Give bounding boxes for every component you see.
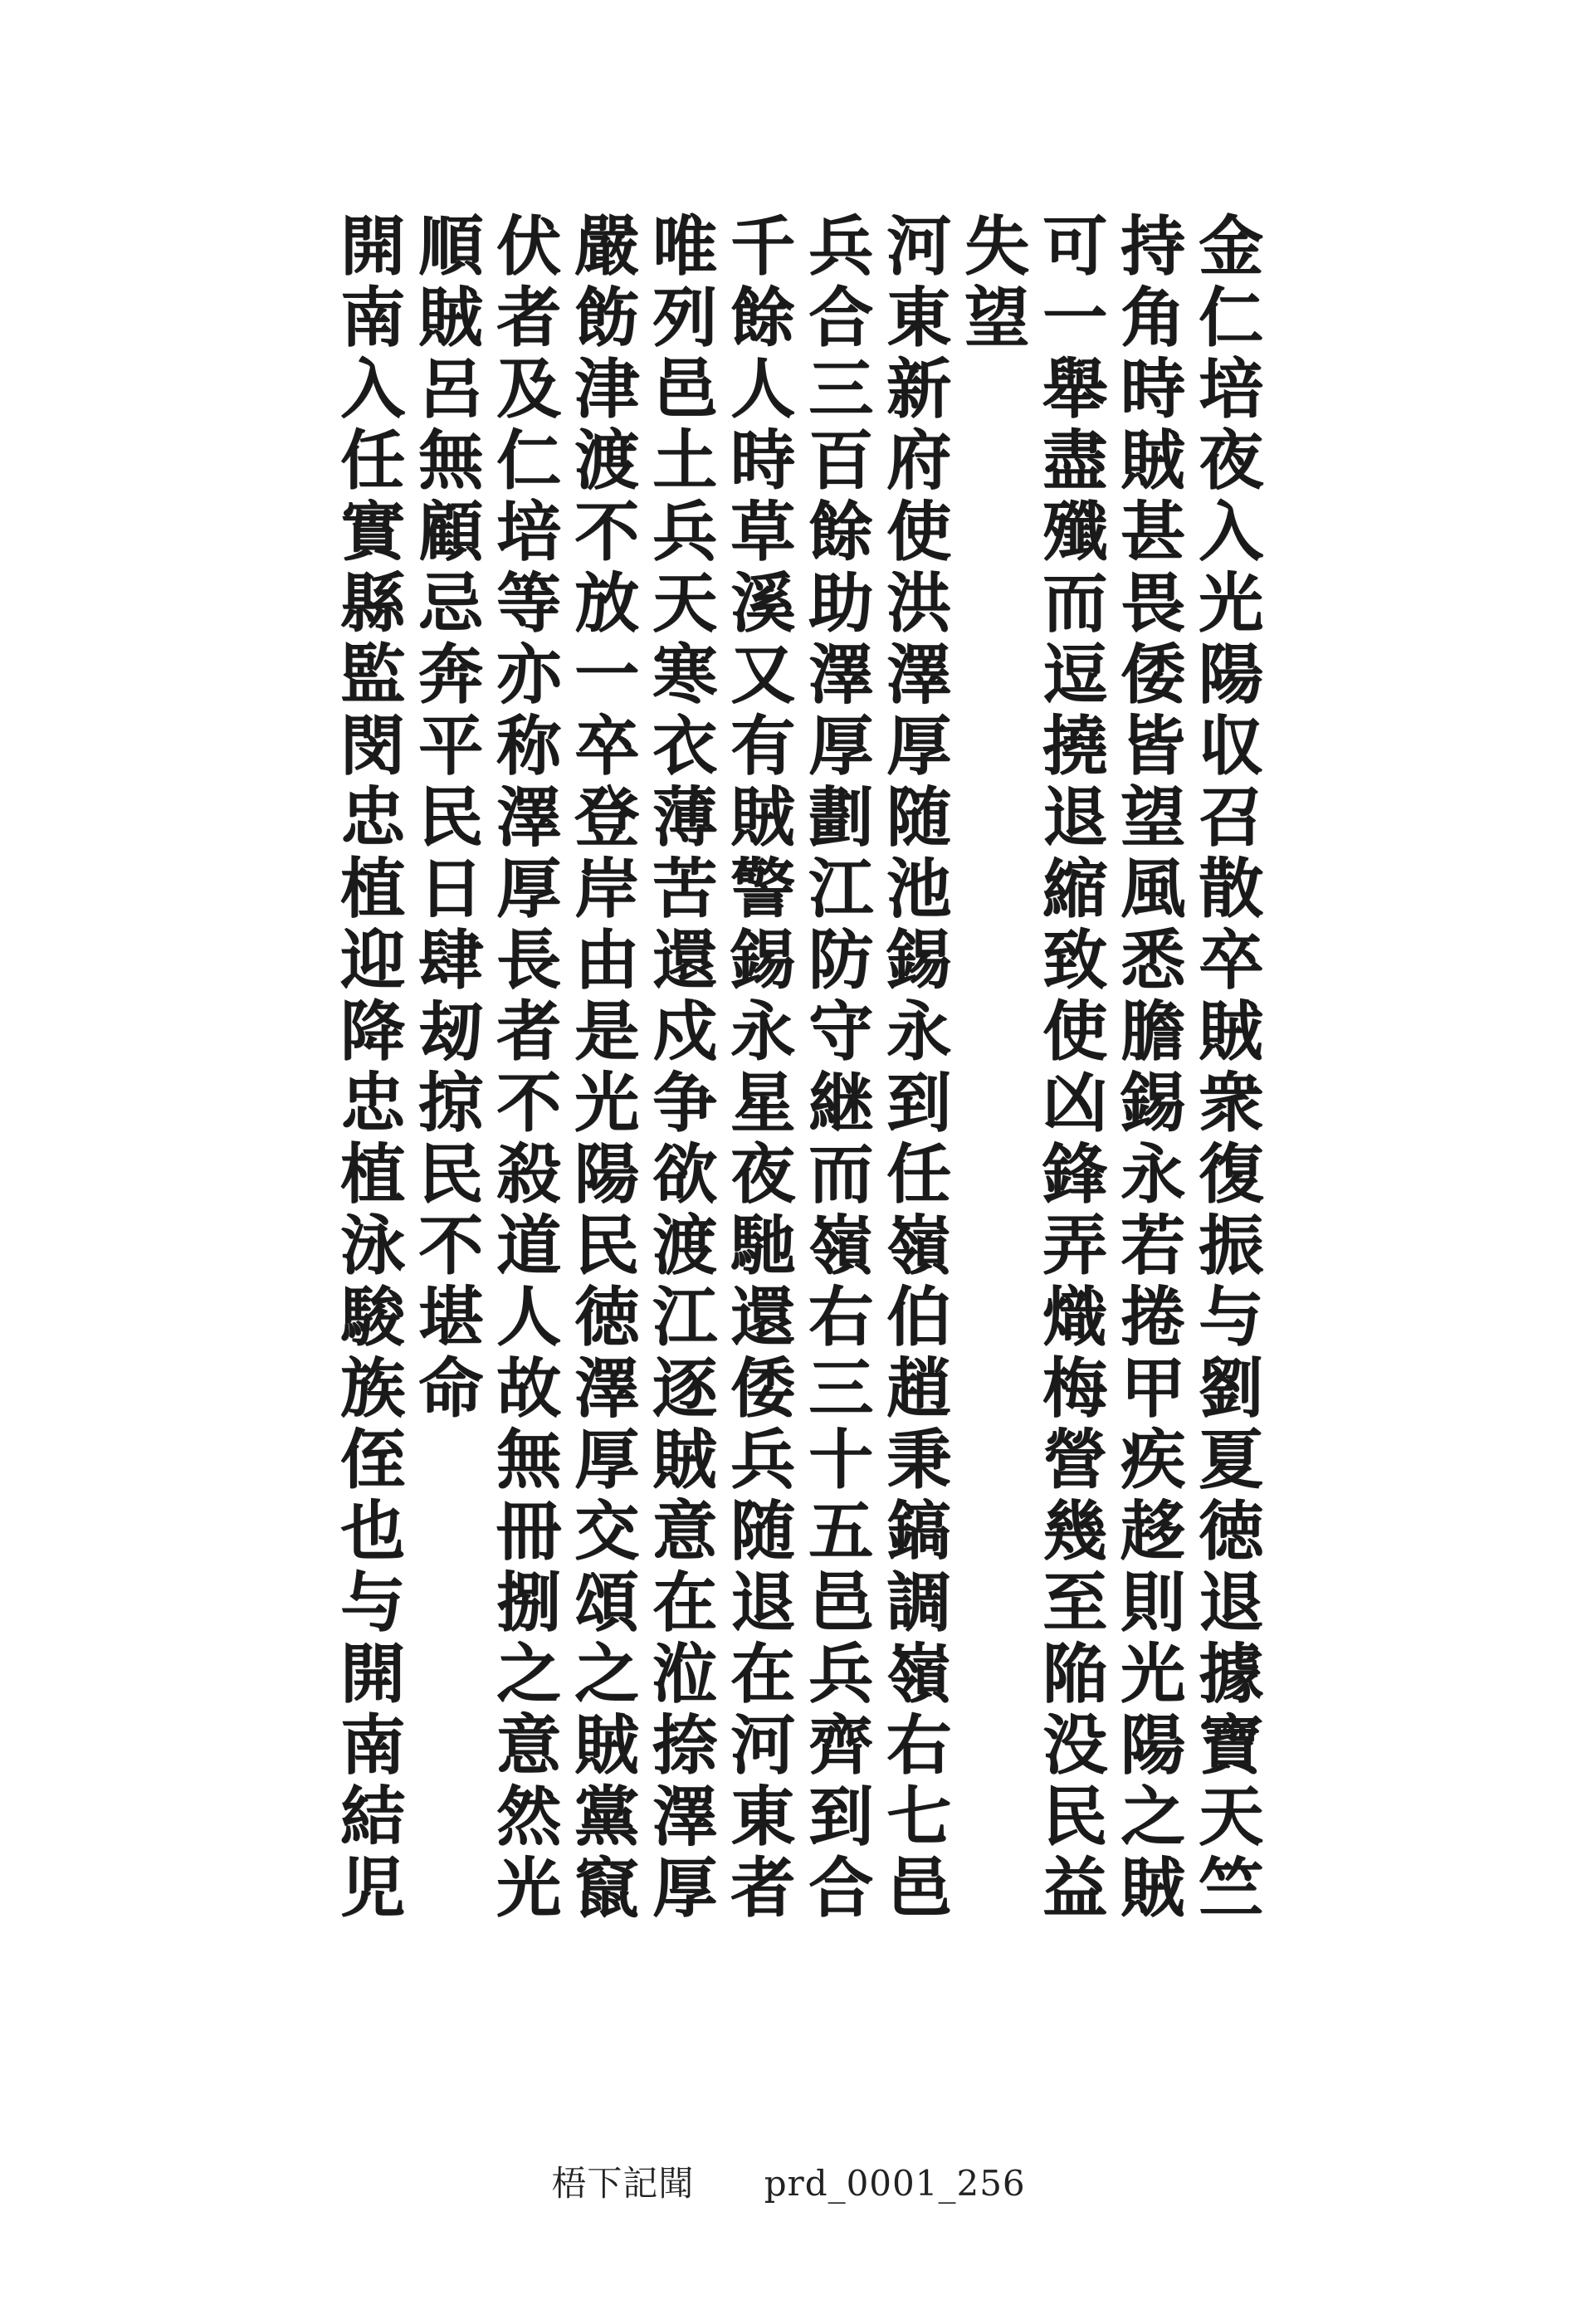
manuscript-column-2: 持角時賊甚畏倭皆望風悉膽錫永若捲甲疾趍則光陽之賊 xyxy=(1110,212,1185,1925)
page-footer xyxy=(0,2156,1577,2206)
manuscript-column-9: 嚴飭津渡不放一卒登岸由是光陽民徳澤厚交頌之賊黨竄 xyxy=(564,212,639,1925)
manuscript-column-1: 金仁培夜入光陽収召散卒賊衆復振与劉夏徳退據寶天竺 xyxy=(1188,212,1263,1925)
manuscript-column-4: 失望 xyxy=(954,212,1029,354)
manuscript-column-5: 河東新府使洪澤厚随池錫永到任嶺伯趙秉鎬調嶺右七邑 xyxy=(876,212,951,1925)
manuscript-column-11: 順賊呂無顧忌奔平民日肆刼掠民不堪命 xyxy=(408,212,483,1425)
book-title: 梧下記聞 xyxy=(551,2163,695,2204)
manuscript-column-10: 伏者及仁培等亦称澤厚長者不殺道人故無冊捌之意然光 xyxy=(486,212,561,1925)
manuscript-text-block xyxy=(307,212,1263,1925)
manuscript-column-8: 唯列邑土兵天寒衣薄苦還戍争欲渡江逐賊意在涖捺澤厚 xyxy=(642,212,717,1925)
manuscript-column-6: 兵合三百餘助澤厚劃江防守継而嶺右三十五邑兵齊到合 xyxy=(798,212,873,1925)
page-identifier: prd_0001_256 xyxy=(764,2163,1026,2204)
manuscript-column-7: 千餘人時草溪又有賊警錫永星夜馳還倭兵随退在河東者 xyxy=(720,212,795,1925)
manuscript-column-12: 開南入任實縣監閔忠植迎降忠植泳駿族侄也与開南結児 xyxy=(330,212,405,1925)
manuscript-column-3: 可一舉盡殲而逗撓退縮致使凶鋒弄熾梅營幾至陥没民益 xyxy=(1032,212,1107,1925)
